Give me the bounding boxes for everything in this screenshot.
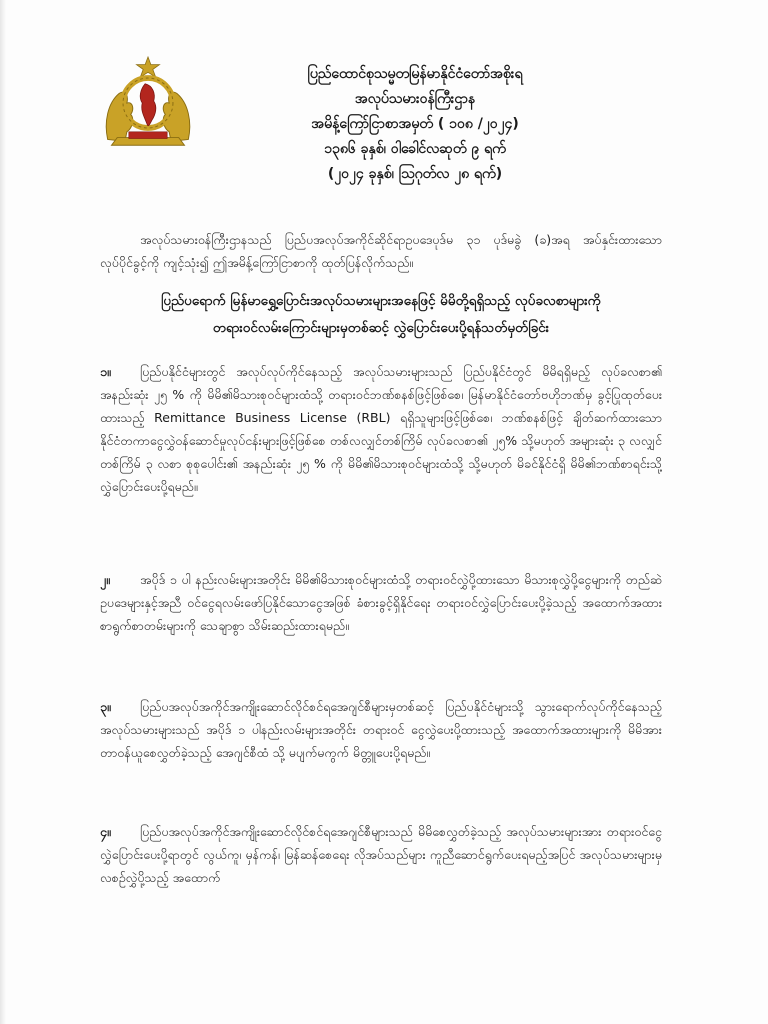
paragraph-number: ၂။: [100, 572, 110, 587]
notification-number: အမိန့်ကြော်ငြာစာအမှတ် ( ၁၀၈ /၂၀၂၄): [311, 116, 519, 132]
paragraph-1: [100, 360, 662, 498]
subject-line-1: ပြည်ပရောက် မြန်မာရွှေ့ပြောင်းအလုပ်သမားများအနေဖြင့် မိမိတို့ရရှိသည့် လုပ်ခလစာများကို: [161, 293, 601, 309]
paragraph-2: [100, 568, 662, 637]
paragraph-number: ၄။: [100, 824, 111, 839]
paragraph-number: ၃။: [100, 699, 111, 714]
paragraph-text: ပြည်ပနိုင်ငံများတွင် အလုပ်လုပ်ကိုင်နေသည့် အလုပ်သမားများသည် ပြည်ပနိုင်ငံတွင် မိမိရရှိမည့် လုပ်ခလစာ၏ အနည်းဆုံး ၂၅ % ကို မိမိ၏မိသားစုဝင်များထံသို့ တရားဝင်ဘဏ်စနစ်ဖြင့်ဖြစ်စေ၊ မြန်မာနိုင်ငံတော်ဗဟိုဘဏ်မှ ခွင့်ပြုထုတ်ပေးထားသည့် Remittance Business License (RBL) ရရှိသူများဖြင့်ဖြစ်စေ၊ ဘဏ်စနစ်ဖြင့် ချိတ်ဆက်ထားသော နိုင်ငံတကာငွေလွှဲဝန်ဆောင်မှုလုပ်ငန်းများဖြင့်ဖြစ်စေ တစ်လလျှင်တစ်ကြိမ် လုပ်ခလစာ၏ ၂၅% သို့မဟုတ် အများဆုံး ၃ လလျှင် တစ်ကြိမ် ၃ လစာ စုစုပေါင်း၏ အနည်းဆုံး ၂၅ % ကို မိမိ၏မိသားစုဝင်များထံသို့ သို့မဟုတ် မိခင်နိုင်ငံရှိ မိမိ၏ဘဏ်စာရင်းသို့ လွှဲပြောင်းပေးပို့ရမည်။: [100, 364, 662, 494]
notification-subject: [100, 288, 662, 342]
myanmar-date: ၁၃၈၆ ခုနှစ်၊ ဝါခေါင်လဆုတ် ၉ ရက်: [324, 141, 506, 157]
myanmar-state-seal-icon: [100, 55, 196, 151]
paragraph-4: [100, 820, 662, 889]
paragraph-text: အပိုဒ် ၁ ပါ နည်းလမ်းများအတိုင်း မိမိ၏မိသားစုဝင်များထံသို့ တရားဝင်လွှဲပို့ထားသော မိသားစုလွှဲပို့ငွေများကို တည်ဆဲဥပဒေများနှင့်အညီ ဝင်ငွေရလမ်းဖော်ပြနိုင်သောငွေအဖြစ် ခံစားခွင့်ရှိနိုင်ရေး တရားဝင်လွှဲပြောင်းပေးပို့ခဲ့သည့် အထောက်အထား စာရွက်စာတမ်းများကို သေချာစွာ သိမ်းဆည်းထားရမည်။: [100, 572, 662, 633]
subject-line-2: တရားဝင်လမ်းကြောင်းများမှတစ်ဆင့် လွှဲပြောင်းပေးပို့ရန်သတ်မှတ်ခြင်း: [212, 320, 550, 336]
paragraph-number: ၁။: [100, 364, 111, 379]
ministry-name: အလုပ်သမားဝန်ကြီးဌာန: [354, 91, 476, 107]
intro-paragraph: အလုပ်သမားဝန်ကြီးဌာနသည် ပြည်ပအလုပ်အကိုင်ဆိုင်ရာဥပဒေပုဒ်မ ၃၁ ပုဒ်မခွဲ (ခ)အရ အပ်နှင်းထားသော လုပ်ပိုင်ခွင့်ကို ကျင့်သုံး၍ ဤအမိန့်ကြော်ငြာစာကို ထုတ်ပြန်လိုက်သည်။: [100, 232, 662, 270]
gregorian-date: (၂၀၂၄ ခုနှစ်၊ ဩဂုတ်လ ၂၈ ရက်): [327, 166, 503, 182]
government-name: ပြည်ထောင်စုသမ္မတမြန်မာနိုင်ငံတော်အစိုးရ: [307, 66, 523, 82]
paragraph-text: ပြည်ပအလုပ်အကိုင်အကျိုးဆောင်လိုင်စင်ရအေဂျင်စီများသည် မိမိစေလွှတ်ခဲ့သည့် အလုပ်သမားများအား တရားဝင်ငွေလွှဲပြောင်းပေးပို့ရာတွင် လွယ်ကူ၊ မှန်ကန်၊ မြန်ဆန်စေရေး လိုအပ်သည်များ ကူညီဆောင်ရွက်ပေးရမည့်အပြင် အလုပ်သမားများမှ လစဉ်လွှဲပို့သည့် အထောက်: [100, 824, 662, 885]
paragraph-3: [100, 695, 662, 764]
paragraph-text: ပြည်ပအလုပ်အကိုင်အကျိုးဆောင်လိုင်စင်ရအေဂျင်စီများမှတစ်ဆင့် ပြည်ပနိုင်ငံများသို့ သွားရောက်လုပ်ကိုင်နေသည့် အလုပ်သမားများသည် အပိုဒ် ၁ ပါနည်းလမ်းများအတိုင်း တရားဝင် ငွေလွှဲပေးပို့ထားသည့် အထောက်အထားများကို မိမိအားတာဝန်ယူစေလွှတ်ခဲ့သည့် အေဂျင်စီထံ သို့ မပျက်မကွက် မိတ္တူပေးပို့ရမည်။: [100, 699, 662, 760]
scan-edge-shadow: [0, 0, 6, 1024]
document-header: [200, 62, 630, 187]
